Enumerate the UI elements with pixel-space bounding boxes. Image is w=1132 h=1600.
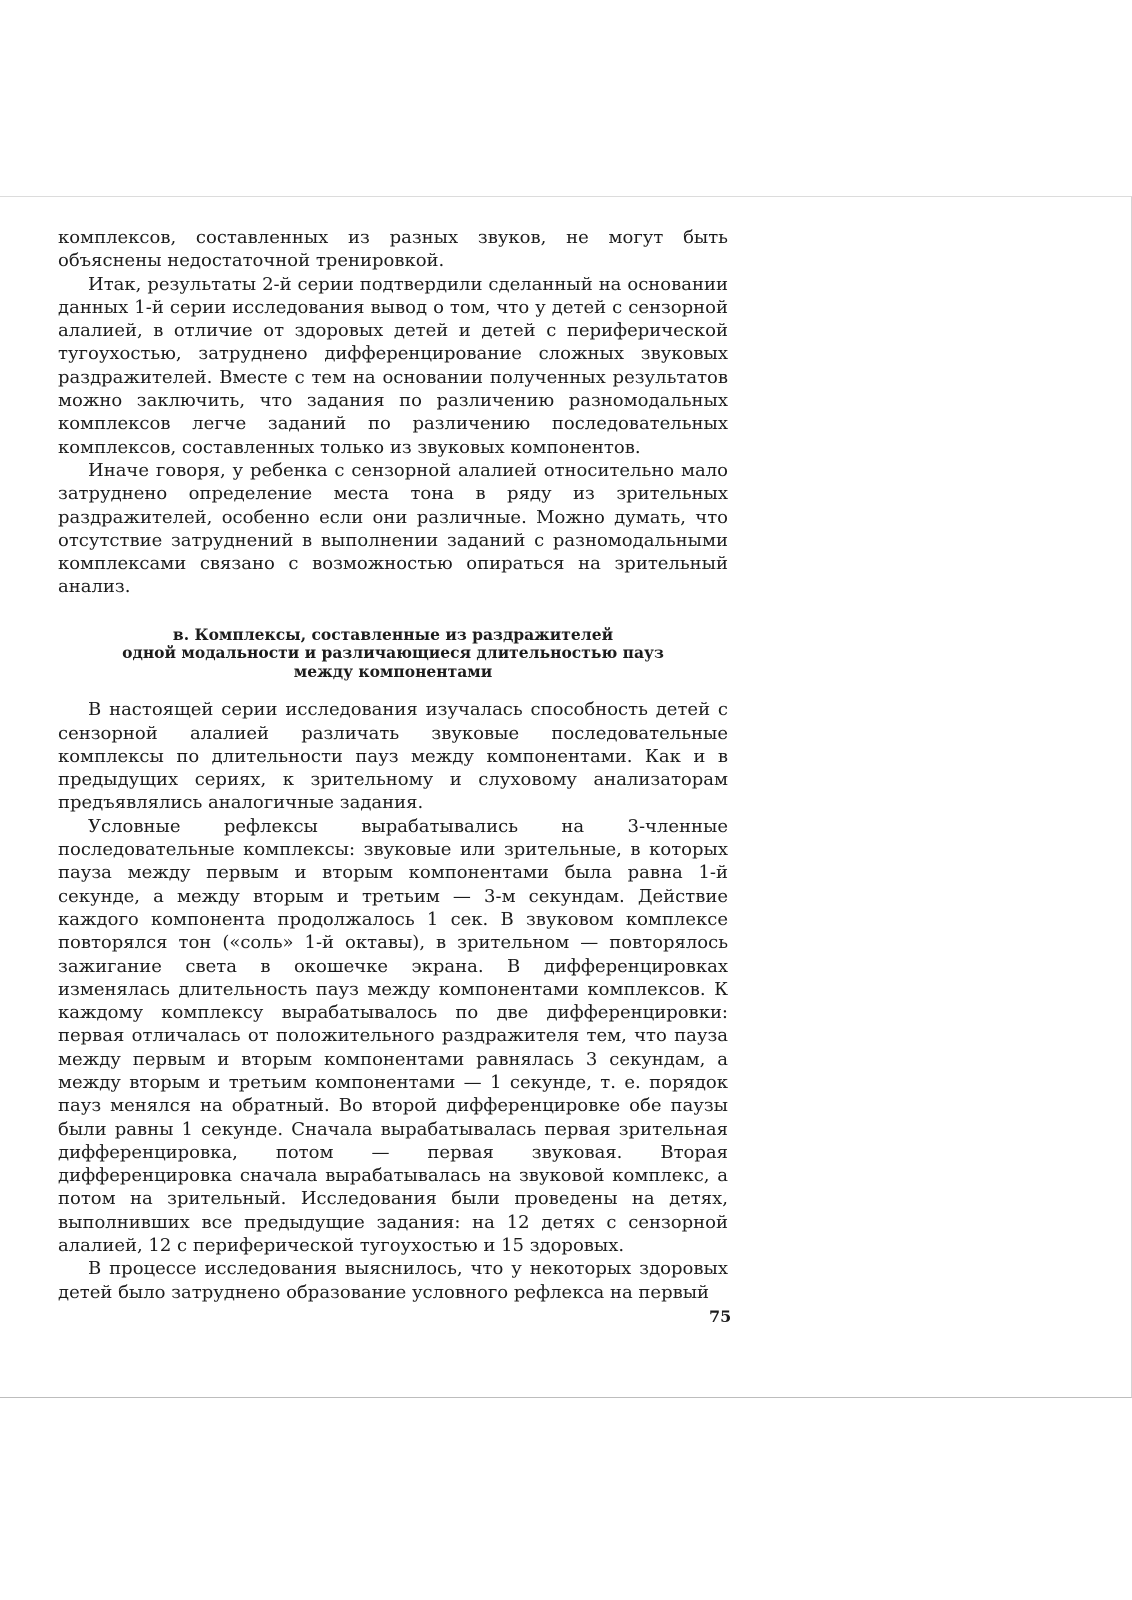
page-number: 75 bbox=[709, 1307, 732, 1326]
section-heading-line: между компонентами bbox=[293, 661, 493, 681]
page-body bbox=[58, 226, 728, 1304]
paragraph: Иначе говоря, у ребенка с сензорной алалией относительно мало затруднено определение места тона в ряду из зрительных раздражителей, особенно если они различные. Можно думать, что отсутствие затруднений в выполнении заданий с разномодальными комплексами связано с возможностью опираться на зрительный анализ. bbox=[58, 459, 728, 598]
paragraph: Условные рефлексы вырабатывались на 3-членные последовательные комплексы: звуковые или зрительные, в которых пауза между первым и вторым компонентами была равна 1-й секунде, а между вторым и третьим — 3-м секундам. Действие каждого компонента продолжалось 1 сек. В звуковом комплексе повторялся тон («соль» 1-й октавы), в зрительном — повторялось зажигание света в окошечке экрана. В дифференцировках изменялась длительность пауз между компонентами комплексов. К каждому комплексу вырабатывалось по две дифференцировки: первая отличалась от положительного раздражителя тем, что пауза между первым и вторым компонентами равнялась 3 секундам, а между вторым и третьим компонентами — 1 секунде, т. е. порядок пауз менялся на обратный. Во второй дифференцировке обе паузы были равны 1 секунде. Сначала вырабатывалась первая зрительная дифференцировка, потом — первая звуковая. Вторая дифференцировка сначала вырабатывалась на звуковой комплекс, а потом на зрительный. Исследования были проведены на детях, выполнивших все предыдущие задания: на 12 детях с сензорной алалией, 12 с периферической тугоухостью и 15 здоровых. bbox=[58, 815, 728, 1257]
paragraph: В настоящей серии исследования изучалась способность детей с сензорной алалией различать звуковые последовательные комплексы по длительности пауз между компонентами. Как и в предыдущих сериях, к зрительному и слуховому анализаторам предъявлялись аналогичные задания. bbox=[58, 699, 728, 814]
paragraph: комплексов, составленных из разных звуков, не могут быть объяснены недостаточной тренировкой. bbox=[58, 227, 728, 272]
paragraph: В процессе исследования выяснилось, что у некоторых здоровых детей было затруднено образование условного рефлекса на первый bbox=[58, 1258, 728, 1303]
section-heading-line: одной модальности и различающиеся длительностью пауз bbox=[122, 643, 664, 663]
section-heading-line: в. Комплексы, составленные из раздражителей bbox=[172, 624, 614, 644]
paragraph: Итак, результаты 2-й серии подтвердили сделанный на основании данных 1-й серии исследования вывод о том, что у детей с сензорной алалией, в отличие от здоровых детей и детей с периферической тугоухостью, затруднено дифференцирование сложных звуковых раздражителей. Вместе с тем на основании полученных результатов можно заключить, что задания по различению разномодальных комплексов легче заданий по различению последовательных комплексов, составленных только из звуковых компонентов. bbox=[58, 273, 728, 458]
section-heading bbox=[58, 626, 728, 682]
